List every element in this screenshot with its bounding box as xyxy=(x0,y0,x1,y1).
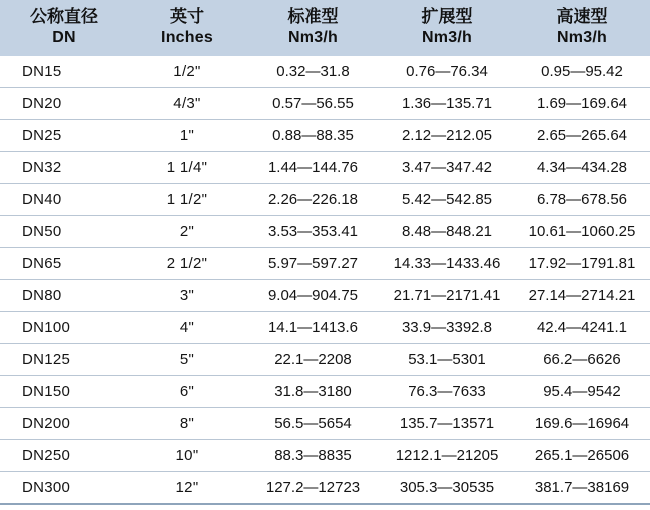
cell-dn: DN25 xyxy=(0,120,128,152)
cell-highspeed: 169.6—16964 xyxy=(514,408,650,440)
cell-standard: 127.2—12723 xyxy=(246,472,380,505)
cell-highspeed: 42.4—4241.1 xyxy=(514,312,650,344)
cell-extended: 3.47—347.42 xyxy=(380,152,514,184)
column-header-inches-title: 英寸 xyxy=(170,7,204,26)
cell-standard: 31.8—3180 xyxy=(246,376,380,408)
table-row xyxy=(0,120,650,152)
column-header-standard-title: 标准型 xyxy=(287,7,339,26)
table-row xyxy=(0,280,650,312)
column-header-dn-title: 公称直径 xyxy=(30,7,98,26)
cell-highspeed: 381.7—38169 xyxy=(514,472,650,505)
cell-standard: 2.26—226.18 xyxy=(246,184,380,216)
cell-standard: 0.32—31.8 xyxy=(246,56,380,88)
table-row xyxy=(0,56,650,88)
table-row xyxy=(0,152,650,184)
column-header-highspeed-unit: Nm3/h xyxy=(557,28,607,46)
cell-standard: 3.53—353.41 xyxy=(246,216,380,248)
cell-dn: DN32 xyxy=(0,152,128,184)
table-row xyxy=(0,408,650,440)
cell-dn: DN100 xyxy=(0,312,128,344)
table-body xyxy=(0,56,650,504)
cell-highspeed: 66.2—6626 xyxy=(514,344,650,376)
cell-inches: 2" xyxy=(128,216,246,248)
table-row xyxy=(0,376,650,408)
column-header-extended xyxy=(380,0,514,56)
cell-inches: 1" xyxy=(128,120,246,152)
cell-inches: 10" xyxy=(128,440,246,472)
cell-dn: DN300 xyxy=(0,472,128,505)
column-header-dn-unit: DN xyxy=(52,28,76,46)
column-header-inches xyxy=(128,0,246,56)
cell-highspeed: 0.95—95.42 xyxy=(514,56,650,88)
cell-extended: 2.12—212.05 xyxy=(380,120,514,152)
column-header-standard xyxy=(246,0,380,56)
cell-extended: 135.7—13571 xyxy=(380,408,514,440)
cell-standard: 1.44—144.76 xyxy=(246,152,380,184)
cell-inches: 1 1/4" xyxy=(128,152,246,184)
cell-dn: DN200 xyxy=(0,408,128,440)
table-header xyxy=(0,0,650,56)
cell-highspeed: 4.34—434.28 xyxy=(514,152,650,184)
cell-dn: DN80 xyxy=(0,280,128,312)
cell-standard: 22.1—2208 xyxy=(246,344,380,376)
cell-dn: DN125 xyxy=(0,344,128,376)
table-row xyxy=(0,88,650,120)
table-row xyxy=(0,440,650,472)
table-row xyxy=(0,248,650,280)
cell-standard: 14.1—1413.6 xyxy=(246,312,380,344)
table-row xyxy=(0,216,650,248)
cell-extended: 1212.1—21205 xyxy=(380,440,514,472)
header-row xyxy=(0,0,650,56)
cell-standard: 0.88—88.35 xyxy=(246,120,380,152)
column-header-dn xyxy=(0,0,128,56)
cell-standard: 56.5—5654 xyxy=(246,408,380,440)
cell-standard: 5.97—597.27 xyxy=(246,248,380,280)
table-row xyxy=(0,312,650,344)
cell-highspeed: 95.4—9542 xyxy=(514,376,650,408)
column-header-standard-unit: Nm3/h xyxy=(288,28,338,46)
cell-standard: 9.04—904.75 xyxy=(246,280,380,312)
cell-inches: 1/2" xyxy=(128,56,246,88)
column-header-highspeed-title: 高速型 xyxy=(556,7,608,26)
cell-extended: 8.48—848.21 xyxy=(380,216,514,248)
cell-inches: 5" xyxy=(128,344,246,376)
table-row xyxy=(0,184,650,216)
cell-extended: 0.76—76.34 xyxy=(380,56,514,88)
cell-extended: 5.42—542.85 xyxy=(380,184,514,216)
cell-inches: 1 1/2" xyxy=(128,184,246,216)
cell-inches: 4/3" xyxy=(128,88,246,120)
cell-highspeed: 265.1—26506 xyxy=(514,440,650,472)
cell-standard: 0.57—56.55 xyxy=(246,88,380,120)
cell-inches: 8" xyxy=(128,408,246,440)
cell-dn: DN250 xyxy=(0,440,128,472)
cell-dn: DN150 xyxy=(0,376,128,408)
cell-extended: 305.3—30535 xyxy=(380,472,514,505)
column-header-inches-unit: Inches xyxy=(161,28,213,46)
column-header-highspeed xyxy=(514,0,650,56)
cell-highspeed: 1.69—169.64 xyxy=(514,88,650,120)
cell-highspeed: 27.14—2714.21 xyxy=(514,280,650,312)
table-row xyxy=(0,344,650,376)
cell-inches: 12" xyxy=(128,472,246,505)
cell-inches: 2 1/2" xyxy=(128,248,246,280)
cell-extended: 1.36—135.71 xyxy=(380,88,514,120)
cell-highspeed: 2.65—265.64 xyxy=(514,120,650,152)
column-header-extended-title: 扩展型 xyxy=(421,7,473,26)
cell-highspeed: 6.78—678.56 xyxy=(514,184,650,216)
cell-extended: 76.3—7633 xyxy=(380,376,514,408)
cell-dn: DN65 xyxy=(0,248,128,280)
cell-inches: 6" xyxy=(128,376,246,408)
cell-inches: 4" xyxy=(128,312,246,344)
cell-standard: 88.3—8835 xyxy=(246,440,380,472)
cell-extended: 21.71—2171.41 xyxy=(380,280,514,312)
cell-dn: DN20 xyxy=(0,88,128,120)
cell-extended: 14.33—1433.46 xyxy=(380,248,514,280)
cell-highspeed: 17.92—1791.81 xyxy=(514,248,650,280)
cell-extended: 33.9—3392.8 xyxy=(380,312,514,344)
cell-highspeed: 10.61—1060.25 xyxy=(514,216,650,248)
cell-dn: DN40 xyxy=(0,184,128,216)
cell-dn: DN50 xyxy=(0,216,128,248)
table-row xyxy=(0,472,650,505)
cell-inches: 3" xyxy=(128,280,246,312)
cell-extended: 53.1—5301 xyxy=(380,344,514,376)
column-header-extended-unit: Nm3/h xyxy=(422,28,472,46)
cell-dn: DN15 xyxy=(0,56,128,88)
